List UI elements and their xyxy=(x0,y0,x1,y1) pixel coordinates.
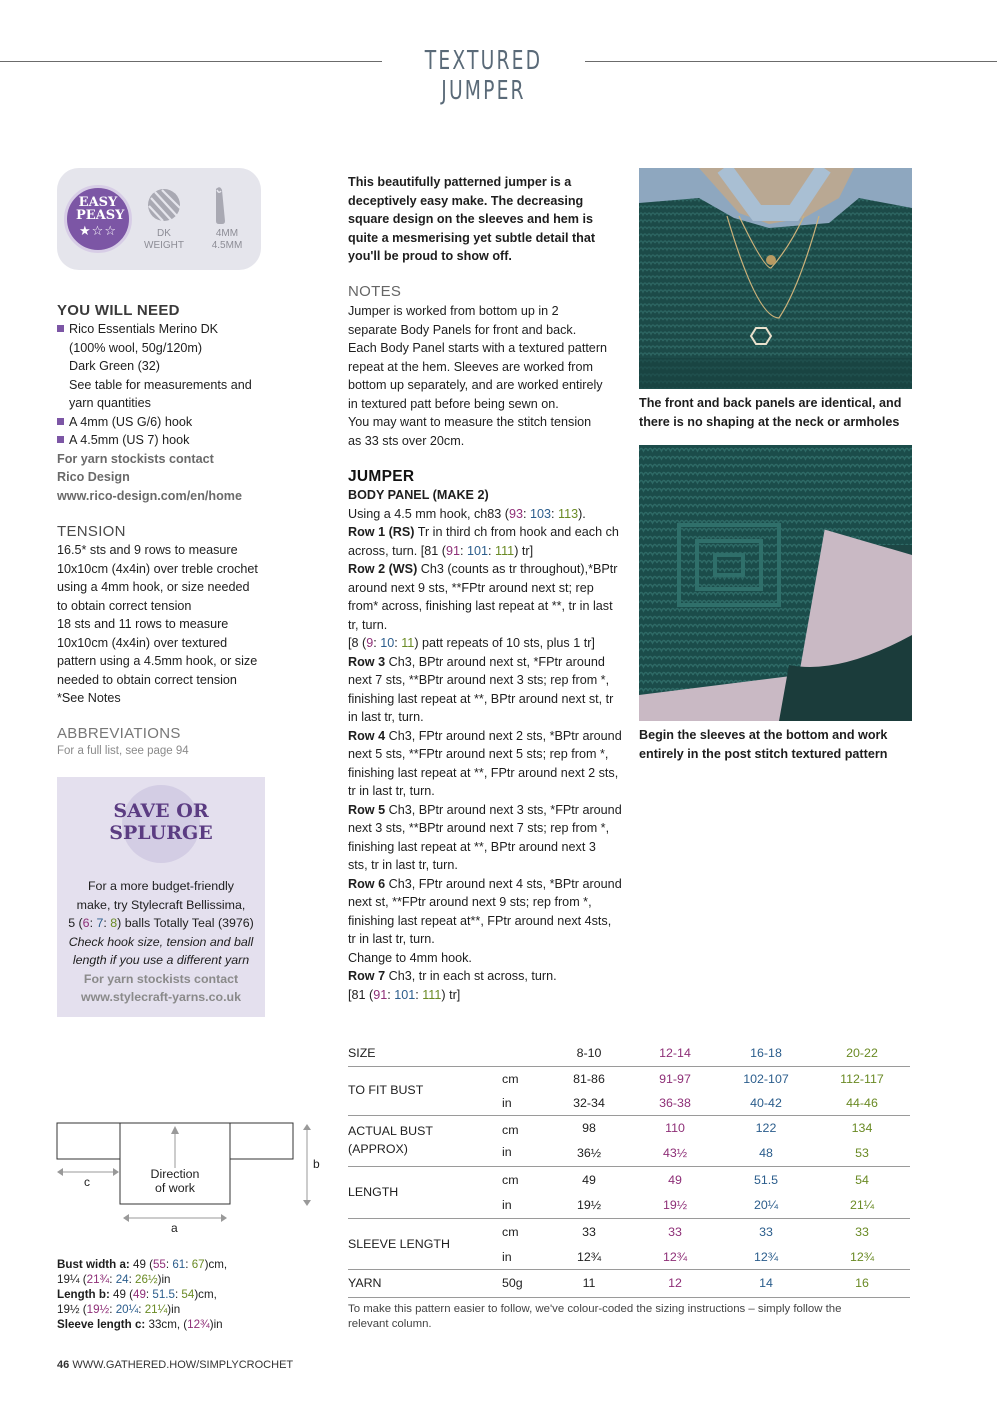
save-splurge-text: For a more budget-friendly make, try Stylecraft Bellissima, 5 (6: 7: 8) balls Totally Teal (3976) Check hook size, tension and ball length if you use a different yarn For yarn stockists contact www.stylecraft-yarns.co.uk xyxy=(63,877,259,1007)
tension-line: 16.5* sts and 9 rows to measure xyxy=(57,543,238,557)
stockist-name: Rico Design xyxy=(57,470,130,484)
tension-line: 10x10cm (4x4in) over textured xyxy=(57,635,228,650)
table-row-yarn: YARN 50g 11 12 14 16 xyxy=(348,1270,910,1298)
sleeve-photo xyxy=(639,445,912,721)
table-row: TO FIT BUST cm 81-86 91-97 102-107 112-117 in 32-34 36-38 40-42 44-46 xyxy=(348,1067,910,1116)
yarn-detail: yarn quantities xyxy=(69,396,151,410)
table-row: LENGTH cm 49 49 51.5 54 in 19½ 19½ 20¼ 21¼ xyxy=(348,1167,910,1219)
materials-item: A 4.5mm (US 7) hook xyxy=(57,431,287,450)
start-line: Using a 4.5 mm hook, ch83 (93: 103: 113). xyxy=(348,506,586,521)
schematic-label-a: a xyxy=(171,1221,178,1235)
materials-item: Rico Essentials Merino DK xyxy=(57,320,287,339)
header-rule-left xyxy=(0,61,382,62)
row-2: Row 2 (WS) Ch3 (counts as tr throughout),*BPtr xyxy=(348,562,618,576)
row-1: Row 1 (RS) Tr in third ch from hook and each ch xyxy=(348,525,619,539)
hook-size-label: 4MM 4.5MM xyxy=(211,228,243,251)
row-3: Row 3 Ch3, BPtr around next st, *FPtr around xyxy=(348,654,605,669)
tension-text xyxy=(57,541,297,708)
save-splurge-title: SAVE OR SPLURGE xyxy=(109,800,213,844)
difficulty-label: EASY PEASY xyxy=(76,195,125,223)
abbreviations-heading: ABBREVIATIONS xyxy=(57,725,181,742)
you-will-need-heading: YOU WILL NEED xyxy=(57,302,180,319)
header-rule-right xyxy=(585,61,997,62)
table-header-row: SIZE 8-10 12-14 16-18 20-22 xyxy=(348,1041,910,1067)
notes-text: Jumper is worked from bottom up in 2 separate Body Panels for front and back. Each Body Panel starts with a textured pattern repeat at the hem. Sleeves are worked from bottom up separately, and are worked entirely in textured patt before being sewn on. You may want to measure the stitch tension as 33 sts over 20cm. xyxy=(348,304,608,448)
size-table xyxy=(348,1041,910,1298)
difficulty-stars: ★☆☆ xyxy=(79,223,117,238)
row-7: Row 7 Ch3, tr in each st across, turn. xyxy=(348,969,557,983)
row-6: Row 6 Ch3, FPtr around next 4 sts, *BPtr around xyxy=(348,876,622,891)
materials-list xyxy=(57,320,287,505)
yarn-weight-label: DK WEIGHT xyxy=(144,228,184,251)
bust-width: Bust width a: 49 (55: 61: 67)cm, xyxy=(57,1258,228,1271)
footer-url[interactable]: WWW.GATHERED.HOW/SIMPLYCROCHET xyxy=(72,1359,294,1371)
yarn-detail: Dark Green (32) xyxy=(69,359,160,373)
notes-heading: NOTES xyxy=(348,283,402,300)
tension-line: 18 sts and 11 rows to measure xyxy=(57,617,229,631)
row-5: Row 5 Ch3, BPtr around next 3 sts, *FPtr around xyxy=(348,802,622,817)
row-4: Row 4 Ch3, FPtr around next 2 sts, *BPtr around xyxy=(348,728,622,743)
tension-line: needed to obtain correct tension xyxy=(57,672,237,687)
schematic-measurements: Bust width a: 49 (55: 61: 67)cm, 19¼ (21¾: 24: 26½)in Length b: 49 (49: 51.5: 54)cm, 19½ (19½: 20¼: 21¼)in Sleeve length c: 33cm, (12¾)in xyxy=(57,1257,317,1332)
yarn-detail: See table for measurements and xyxy=(69,377,252,392)
sleeve-photo-caption: Begin the sleeves at the bottom and work entirely in the post stitch textured pattern xyxy=(639,728,888,761)
length: Length b: 49 (49: 51.5: 54)cm, xyxy=(57,1288,217,1301)
table-note: To make this pattern easier to follow, we've colour-coded the sizing instructions – simply follow the relevant column. xyxy=(348,1303,842,1330)
pattern-instructions: BODY PANEL (MAKE 2) Using a 4.5 mm hook, ch83 (93: 103: 113). Row 1 (RS) Tr in third ch from hook and each ch across, turn. [81 (91: 101: 111) tr] Row 2 (WS) Ch3 (counts as tr throughout),*BPtr around next 9 sts, **FPtr around next st; rep from* across, finishing last repeat at **, tr in last tr, turn. [8 (9: 10: 11) patt repeats of 10 sts, plus 1 tr] Row 3 Ch3, BPtr around next st, *FPtr around next 7 sts, **BPtr around next 3 sts; rep from *, finishing last repeat at **, BPtr around next st, tr in last tr, turn. Row 4 Ch3, FPtr around next 2 sts, *BPtr around next 5 sts, **FPtr around next 5 sts; rep from *, finishing last repeat at **, FPtr around next 2 sts, tr in last tr, turn. Row 5 Ch3, BPtr around next 3 sts, *FPtr around next 3 sts, **BPtr around next 7 sts; rep from *, finishing last repeat at **, BPtr around next 3 sts, tr in last tr, turn. Row 6 Ch3, FPtr around next 4 sts, *BPtr around next st, **FPtr around next 9 sts; rep from *, finishing last repeat at**, FPtr around next 4sts, tr in last tr, turn. Change to 4mm hook. Row 7 Ch3, tr in each st across, turn. [81 (91: 101: 111) tr] xyxy=(348,486,633,1004)
yarn-ball-icon xyxy=(145,186,183,224)
stockist-text: For yarn stockists contact xyxy=(57,451,214,466)
tension-line: *See Notes xyxy=(57,691,121,705)
direction-of-work-label: Direction of work xyxy=(150,1167,200,1195)
crochet-hook-icon xyxy=(208,185,232,225)
intro-text: This beautifully patterned jumper is a deceptively easy make. The decreasing square design on the sleeves and hem is quite a mesmerising yet subtle detail that you'll be proud to show off. xyxy=(348,175,596,263)
jumper-front-photo xyxy=(639,168,912,389)
tension-line: to obtain correct tension xyxy=(57,598,192,613)
schematic-label-b: b xyxy=(313,1157,320,1171)
stylecraft-url[interactable]: www.stylecraft-yarns.co.uk xyxy=(81,990,241,1004)
front-photo-caption: The front and back panels are identical, and there is no shaping at the neck or armholes xyxy=(639,396,902,429)
stockist-url[interactable]: www.rico-design.com/en/home xyxy=(57,488,242,503)
yarn-detail: (100% wool, 50g/120m) xyxy=(69,340,203,355)
difficulty-badge xyxy=(64,185,132,253)
tension-line: using a 4mm hook, or size needed xyxy=(57,580,250,594)
body-panel-heading: BODY PANEL (MAKE 2) xyxy=(348,488,489,502)
page-footer xyxy=(57,1359,293,1371)
table-row: SLEEVE LENGTH cm 33 33 33 33 in 12¾ 12¾ 12¾ 12¾ xyxy=(348,1219,910,1270)
sleeve-length: Sleeve length c: 33cm, (12¾)in xyxy=(57,1318,223,1331)
page-number: 46 xyxy=(57,1359,70,1371)
tension-line: 10x10cm (4x4in) over treble crochet xyxy=(57,561,258,576)
table-row: ACTUAL BUST (APPROX) cm 98 110 122 134 in 36½ 43½ 48 53 xyxy=(348,1116,910,1167)
page-title: TEXTURED JUMPER xyxy=(424,46,543,106)
materials-item: A 4mm (US G/6) hook xyxy=(57,413,287,432)
tension-heading: TENSION xyxy=(57,523,126,540)
schematic-label-c: c xyxy=(84,1175,90,1189)
jumper-heading: JUMPER xyxy=(348,468,415,485)
abbreviations-note: For a full list, see page 94 xyxy=(57,745,189,757)
tension-line: pattern using a 4.5mm hook, or size xyxy=(57,654,258,668)
